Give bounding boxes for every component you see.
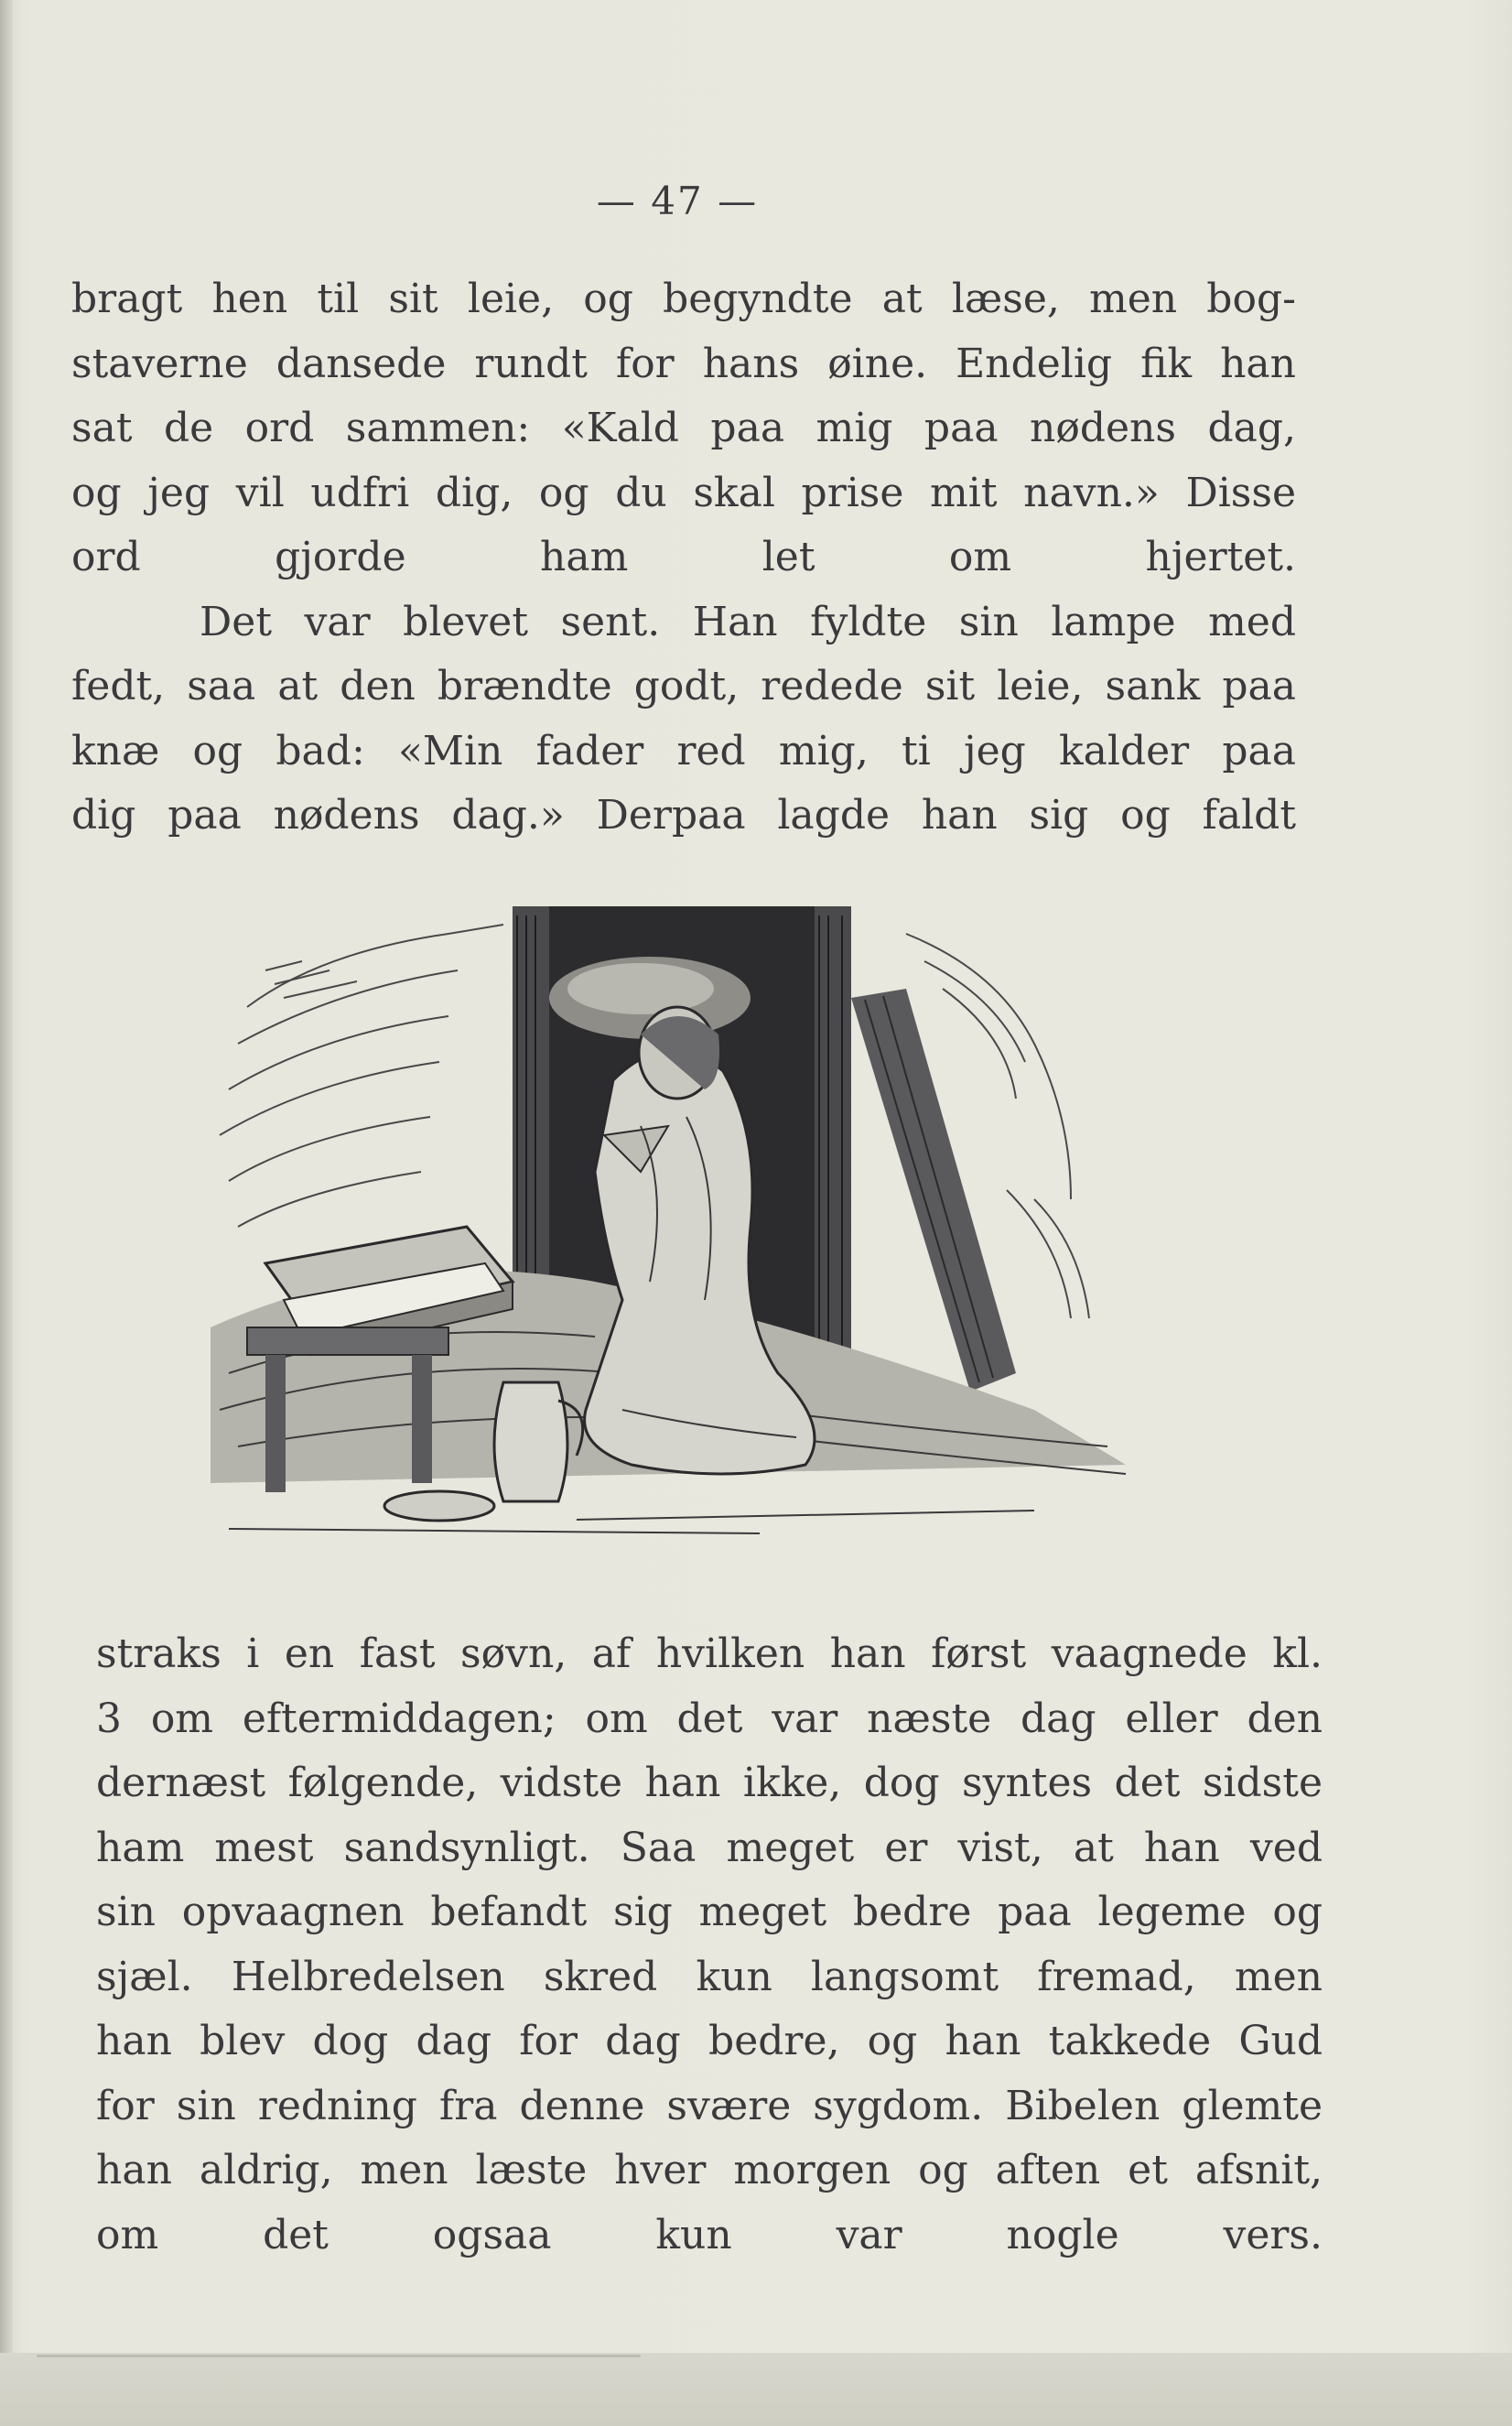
illustration-praying-man [211,897,1199,1547]
text-line: dig paa nødens dag.» Derpaa lagde han sig og faldt [71,792,1296,839]
text-line: ord gjorde ham let om hjertet. [71,534,1296,580]
text-block-top [71,267,1296,849]
text-line: for sin redning fra denne svære sygdom. Bibelen glemte [96,2082,1323,2129]
text-line: om det ogsaa kun var nogle vers. [96,2211,1323,2258]
text-line: bragt hen til sit leie, og begyndte at læse, men bog- [71,276,1296,322]
text-line: han blev dog dag for dag bedre, og han takkede Gud [96,2018,1323,2064]
text-line: sin opvaagnen befandt sig meget bedre paa legeme og [96,1889,1323,1935]
text-line: ham mest sandsynligt. Saa meget er vist, at han ved [96,1824,1323,1871]
text-line: 3 om eftermiddagen; om det var næste dag eller den [96,1695,1323,1742]
text-line: fedt, saa at den brændte godt, redede sit leie, sank paa [71,663,1296,709]
text-line: straks i en fast søvn, af hvilken han først vaagnede kl. [96,1630,1323,1677]
page-number: — 47 — [596,179,759,223]
text-line: dernæst følgende, vidste han ikke, dog syntes det sidste [96,1760,1323,1806]
page-divider [37,2355,641,2357]
text-line: sat de ord sammen: «Kald paa mig paa nødens dag, [71,405,1296,451]
text-line: knæ og bad: «Min fader red mig, ti jeg kalder paa [71,727,1296,774]
text-line: Det var blevet sent. Han fyldte sin lampe med [200,598,1296,645]
page-left-edge [0,0,13,2426]
page-bottom-edge [0,2353,1512,2426]
text-line: og jeg vil udfri dig, og du skal prise mit navn.» Disse [71,469,1296,516]
text-line: sjæl. Helbredelsen skred kun langsomt fremad, men [96,1953,1323,2000]
text-line: staverne dansede rundt for hans øine. Endelig fik han [71,340,1296,387]
text-block-bottom [96,1622,1323,2268]
text-line: han aldrig, men læste hver morgen og aften et afsnit, [96,2147,1323,2193]
